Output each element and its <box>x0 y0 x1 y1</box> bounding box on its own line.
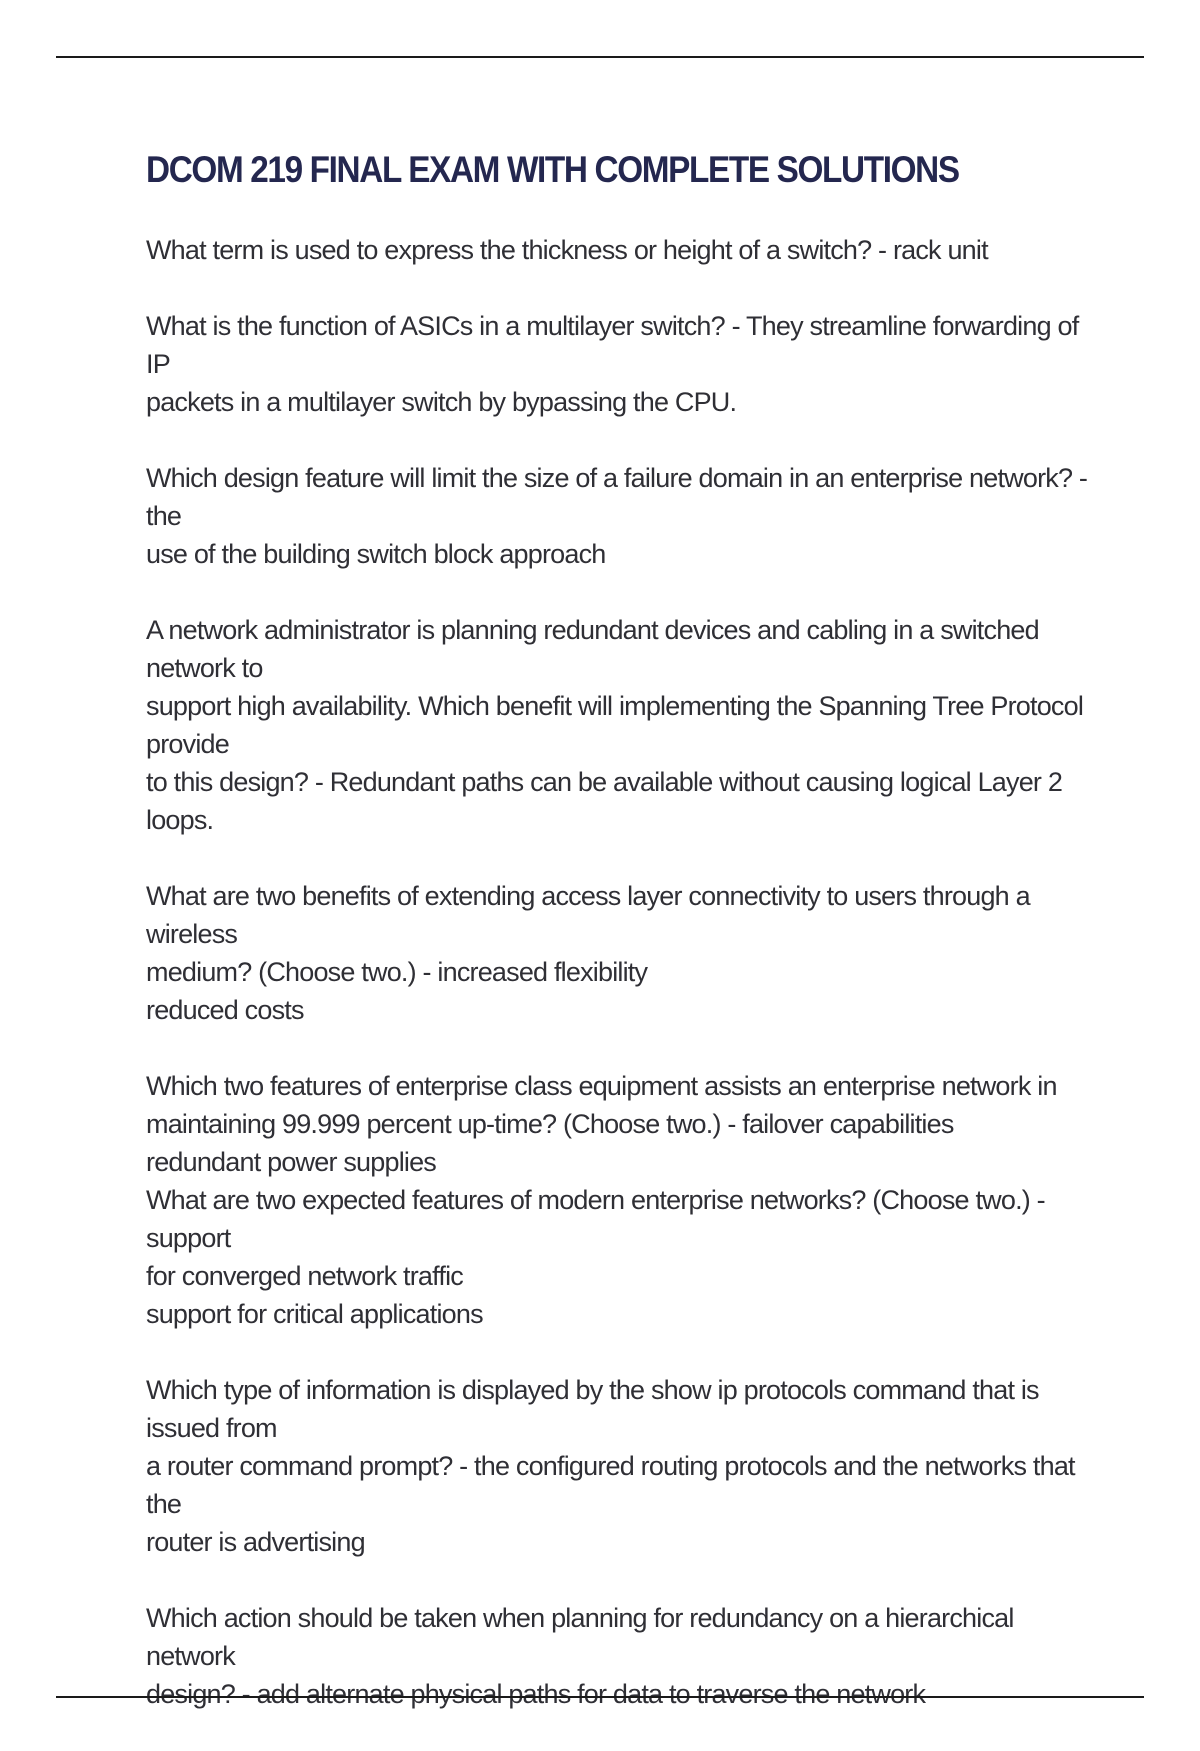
qa-item <box>146 611 1096 839</box>
qa-item <box>146 459 1096 573</box>
qa-line: design? - add alternate physical paths for data to traverse the network <box>146 1679 926 1709</box>
qa-line: What are two benefits of extending access layer connectivity to users through a wireless <box>146 881 1030 949</box>
qa-line: maintaining 99.999 percent up-time? (Choose two.) - failover capabilities <box>146 1109 954 1139</box>
qa-item <box>146 1371 1096 1561</box>
document-title: DCOM 219 FINAL EXAM WITH COMPLETE SOLUTIONS <box>146 149 959 190</box>
qa-line: Which type of information is displayed by the show ip protocols command that is issued from <box>146 1375 1039 1443</box>
qa-line: medium? (Choose two.) - increased flexibility <box>146 957 648 987</box>
qa-line: for converged network traffic <box>146 1261 463 1291</box>
qa-line: router is advertising <box>146 1527 365 1557</box>
qa-item <box>146 231 1096 269</box>
bottom-rule <box>56 1696 1144 1698</box>
qa-line: Which action should be taken when planning for redundancy on a hierarchical network <box>146 1603 1014 1671</box>
qa-line: What is the function of ASICs in a multilayer switch? - They streamline forwarding of IP <box>146 311 1079 379</box>
qa-list <box>146 231 1096 1713</box>
qa-line: use of the building switch block approach <box>146 539 606 569</box>
qa-line: What term is used to express the thickness or height of a switch? - rack unit <box>146 235 988 265</box>
qa-line: a router command prompt? - the configured routing protocols and the networks that the <box>146 1451 1075 1519</box>
qa-item <box>146 307 1096 421</box>
qa-line: packets in a multilayer switch by bypassing the CPU. <box>146 387 737 417</box>
qa-line: A network administrator is planning redundant devices and cabling in a switched network to <box>146 615 1039 683</box>
qa-line: redundant power supplies <box>146 1147 437 1177</box>
qa-line: support high availability. Which benefit will implementing the Spanning Tree Protocol provide <box>146 691 1084 759</box>
qa-line: What are two expected features of modern enterprise networks? (Choose two.) - support <box>146 1185 1045 1253</box>
qa-line: Which design feature will limit the size of a failure domain in an enterprise network? - the <box>146 463 1088 531</box>
qa-line: to this design? - Redundant paths can be available without causing logical Layer 2 loops. <box>146 767 1063 835</box>
qa-item <box>146 1067 1096 1181</box>
qa-line: Which two features of enterprise class equipment assists an enterprise network in <box>146 1071 1057 1101</box>
qa-line: support for critical applications <box>146 1299 483 1329</box>
qa-item <box>146 1181 1096 1333</box>
document-page <box>146 145 1096 1751</box>
qa-line: reduced costs <box>146 995 304 1025</box>
qa-item <box>146 877 1096 1029</box>
top-rule <box>56 56 1144 58</box>
